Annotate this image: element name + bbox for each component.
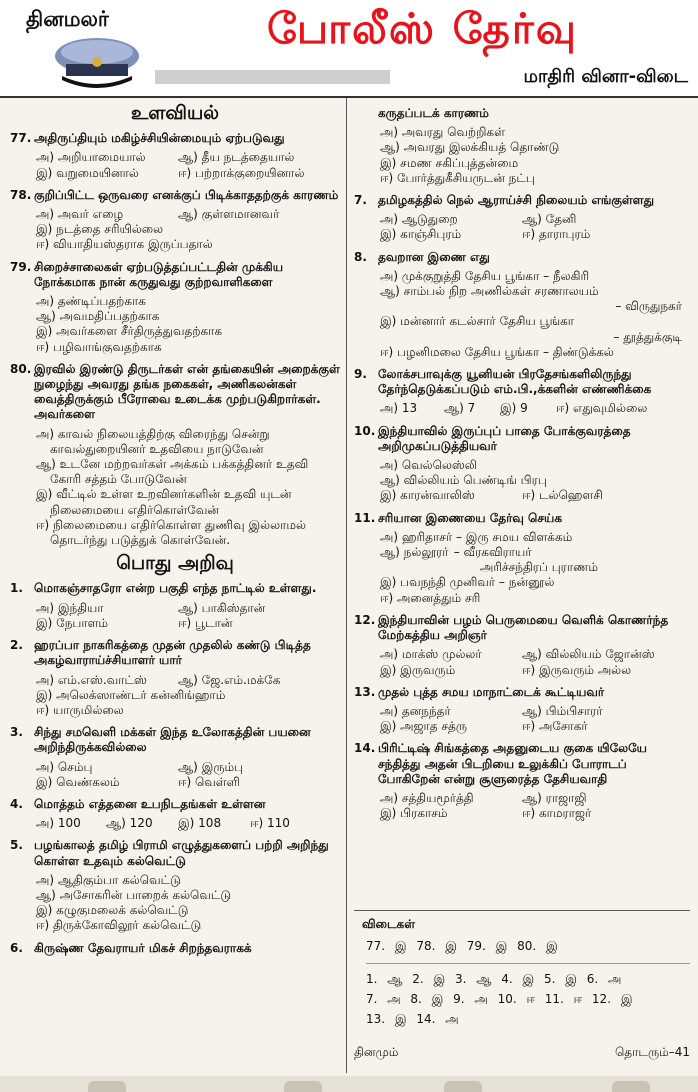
- question-6: [10, 941, 340, 956]
- question-12: [354, 613, 690, 678]
- logo-text: தினமலர்: [26, 6, 109, 31]
- answers-line: 1. ஆ 2. இ 3. ஆ 4. இ 5. இ 6. அ: [366, 972, 622, 986]
- option-d: ஈ) யாருமில்லை: [36, 702, 124, 717]
- question-3: [10, 725, 340, 790]
- option-b: ஆ) சாம்பல் நிற அணில்கள் சரணாலயம்: [380, 284, 599, 299]
- option-b: ஆ) அவமதிப்பதற்காக: [36, 309, 160, 324]
- option-d: ஈ) பற்றாக்குறையினால்: [178, 165, 305, 180]
- question-number: 78.: [10, 187, 32, 202]
- question-number: 5.: [10, 838, 23, 853]
- answers-box: [354, 910, 690, 1041]
- option-c: இ) வெண்கலம்: [36, 774, 120, 789]
- question-number: 12.: [354, 612, 376, 627]
- footer: [354, 1045, 690, 1061]
- question-text: கருதப்படக் காரணம்: [378, 106, 489, 120]
- option-d: ஈ) நிலைமையை எதிர்கொள்ள துணிவு இல்லாமல் தொடர்ந்து படுத்துக் கொள்வேன்.: [36, 517, 306, 548]
- question-10: [354, 424, 690, 504]
- option-b: ஆ) பிம்பிசாரர்: [522, 703, 603, 718]
- police-cap-icon: [52, 34, 142, 90]
- option-d: ஈ) பழிவாங்குவதற்காக: [36, 339, 162, 354]
- question-number: 11.: [354, 510, 376, 525]
- newspaper-logo: [18, 6, 148, 90]
- question-number: 6.: [10, 940, 23, 955]
- option-b: ஆ) தேனி: [522, 212, 577, 227]
- option-d: ஈ) வெள்ளி: [178, 774, 240, 789]
- option-c: இ) கழுகுமலைக் கல்வெட்டு: [36, 903, 189, 918]
- page-tab: [612, 1081, 650, 1092]
- question-text: இரவில் இரண்டு திருடர்கள் என் தங்கையின் அறைக்குள் நுழைந்து அவரது தங்க நகைகள், அணிகலன்கள் வைத்திருக்கும் பீரோவை உடைக்க முற்படுகிறார்கள். அவர்களை: [34, 361, 340, 422]
- option-a: அ) ஆடுதுறை: [380, 212, 458, 227]
- option-c: இ) பவநந்தி முனிவர் – நன்னூல்: [380, 575, 555, 590]
- question-text: சிந்து சமவெளி மக்கள் இந்த உலோகத்தின் பயனை அறிந்திருக்கவில்லை: [34, 725, 311, 755]
- option-b: ஆ) உடனே மற்றவர்கள் அக்கம் பக்கத்தினர் உதவி கோரி சத்தம் போடுவேன்: [36, 457, 309, 487]
- question-4: [10, 797, 340, 831]
- question-text: குறிப்பிட்ட ஒருவரை எனக்குப் பிடிக்காததற்குக் காரணம்: [34, 187, 339, 202]
- option-d: ஈ) டல்ஹௌசி: [522, 488, 603, 503]
- option-c: இ) சமண சகிப்புத்தன்மை: [380, 155, 519, 170]
- option-d: ஈ) எதுவுமில்லை: [556, 401, 648, 416]
- question-text: சிறைச்சாலைகள் ஏற்படுத்தப்பட்டதின் முக்கிய நோக்கமாக நான் கருதுவது குற்றவாளிகளை: [34, 259, 283, 289]
- question-number: 8.: [354, 249, 367, 264]
- option-c: இ) இருவரும்: [380, 662, 456, 677]
- option-a: அ) வெல்லெஸ்லி: [380, 458, 478, 473]
- header: [0, 0, 698, 98]
- option-b: ஆ) 7: [444, 401, 476, 416]
- option-c: இ) அஜாத சத்ரு: [380, 719, 467, 734]
- question-text: கிருஷ்ண தேவராயர் மிகச் சிறந்தவராகக்: [34, 940, 252, 955]
- option-d: ஈ) 110: [250, 816, 290, 831]
- page-subtitle: மாதிரி வினா-விடை: [523, 66, 688, 87]
- question-number: 77.: [10, 131, 32, 146]
- option-c: இ) பிரகாசம்: [380, 806, 448, 821]
- answers-line: 13. இ 14. அ: [366, 1012, 459, 1026]
- option-a: அ) ஆதிகும்பா கல்வெட்டு: [36, 872, 181, 887]
- option-d: ஈ) போர்த்துகீசியருடன் நட்பு: [380, 170, 535, 185]
- option-b: ஆ) தீய நடத்தையால்: [178, 150, 295, 165]
- question-80: [10, 362, 340, 548]
- option-a: அ) சத்தியமூர்த்தி: [380, 790, 474, 805]
- option-c: இ) நேபாளம்: [36, 615, 109, 630]
- option-c: இ) 9: [500, 401, 528, 416]
- option-a: அ) செம்பு: [36, 759, 93, 774]
- option-c: இ) மன்னார் கடல்சார் தேசிய பூங்கா: [380, 314, 575, 329]
- question-text: மொத்தம் எத்தனை உபநிடதங்கள் உள்ளன: [34, 796, 266, 811]
- option-d: ஈ) அனைத்தும் சரி: [380, 590, 481, 605]
- question-number: 10.: [354, 423, 376, 438]
- question-14: [354, 741, 690, 821]
- page-tab: [88, 1081, 126, 1092]
- option-a: அ) மாக்ஸ் முல்லர்: [380, 647, 482, 662]
- question-number: 9.: [354, 367, 367, 382]
- question-number: 4.: [10, 796, 23, 811]
- question-text: அதிருப்தியும் மகிழ்ச்சியின்மையும் ஏற்படுவது: [34, 131, 285, 146]
- option-b: ஆ) இரும்பு: [178, 759, 244, 774]
- question-78: [10, 188, 340, 253]
- question-text: தமிழகத்தில் நெல் ஆராய்ச்சி நிலையம் எங்குள்ளது: [378, 193, 654, 208]
- question-13: [354, 685, 690, 735]
- option-a: அ) அறியாமையால்: [36, 150, 146, 165]
- page-title: போலீஸ் தேர்வு: [267, 4, 578, 53]
- question-text: இந்தியாவின் பழம் பெருமையை வெளிக் கொணர்ந்த மேற்கத்திய அறிஞர்: [378, 612, 669, 643]
- question-77: [10, 131, 340, 181]
- option-a: அ) அவரது வெற்றிகள்: [380, 125, 505, 140]
- option-b: ஆ) வில்லியம் ஜோன்ஸ்: [522, 647, 655, 662]
- option-b: ஆ) பாகிஸ்தான்: [178, 600, 266, 615]
- option-c: இ) வீட்டில் உள்ள உறவினர்களின் உதவி யுடன் நிலைமையை எதிர்கொள்வேன்: [36, 487, 292, 517]
- option-a: அ) ஹரிதாசர் – இரு சமய விளக்கம்: [380, 529, 573, 544]
- question-7: [354, 193, 690, 243]
- option-d: ஈ) பூடான்: [178, 615, 233, 630]
- option-d: ஈ) தாராபுரம்: [522, 227, 591, 242]
- option-b: ஆ) அசோகரின் பாறைக் கல்வெட்டு: [36, 887, 232, 902]
- option-d: ஈ) பழனிமலை தேசிய பூங்கா – திண்டுக்கல்: [380, 344, 614, 359]
- subtitle-bar: [155, 70, 390, 84]
- page-tab: [284, 1081, 322, 1092]
- answers-title: விடைகள்: [362, 917, 416, 931]
- question-1: [10, 581, 340, 631]
- question-text: மொகஞ்சாதரோ என்ற பகுதி எந்த நாட்டில் உள்ளது.: [34, 581, 317, 596]
- column-divider: [346, 98, 347, 1073]
- question-number: 2.: [10, 638, 23, 653]
- question-number: 13.: [354, 684, 376, 699]
- question-11: [354, 511, 690, 606]
- answers-line: 77. இ 78. இ 79. இ 80. இ: [366, 939, 690, 964]
- question-number: 3.: [10, 725, 23, 740]
- answers-line: 7. அ 8. இ 9. அ 10. ஈ 11. ஈ 12. இ: [366, 992, 633, 1006]
- section-heading: பொது அறிவு: [116, 552, 234, 575]
- option-a: அ) அவர் எழை: [36, 207, 124, 222]
- option-d: ஈ) காமராஜர்: [522, 806, 592, 821]
- question-text: பழங்காலத் தமிழ் பிராமி எழுத்துகளைப் பற்றி அறிந்து கொள்ள உதவும் கல்வெட்டு: [34, 838, 329, 868]
- option-c: இ) வறுமையினால்: [36, 165, 139, 180]
- option-b-work: அரிச்சந்திரப் புராணம்: [480, 560, 599, 575]
- question-number: 80.: [10, 361, 32, 376]
- right-column: [354, 98, 690, 902]
- footer-left: தினமும்: [354, 1045, 399, 1059]
- question-8: [354, 250, 690, 360]
- option-a: அ) 13: [380, 401, 418, 416]
- option-c: இ) அவர்களை சீர்திருத்துவதற்காக: [36, 324, 223, 339]
- option-a: அ) தனநந்தர்: [380, 703, 451, 718]
- option-a: அ) எம்.எஸ்.வாட்ஸ்: [36, 672, 147, 687]
- question-79: [10, 260, 340, 355]
- option-c-place: – தூத்துக்குடி: [613, 329, 682, 344]
- question-5: [10, 838, 340, 933]
- option-d: ஈ) வியாதியஸ்தராக இருப்பதால்: [36, 237, 213, 252]
- option-b: ஆ) 120: [106, 816, 153, 831]
- option-d: ஈ) அசோகர்: [522, 719, 588, 734]
- question-9: [354, 367, 690, 417]
- question-number: 14.: [354, 741, 376, 756]
- option-b: ஆ) ராஜாஜி: [522, 790, 587, 805]
- question-text: ஹரப்பா நாகரிகத்தை முதன் முதலில் கண்டு பிடித்த அகழ்வாராய்ச்சியாளர் யார்: [34, 638, 311, 668]
- option-a: அ) 100: [36, 816, 81, 831]
- question-text: லோக்சபாவுக்கு யூனியன் பிரதேசங்களிலிருந்து தேர்ந்தெடுக்கப்படும் எம்.பி.,க்களின் எண்ணிக்கை: [378, 367, 652, 397]
- page-tab: [444, 1081, 482, 1092]
- question-2: [10, 638, 340, 718]
- question-text: தவறான இணை எது: [378, 249, 490, 264]
- question-text: பிரிட்டிஷ் சிங்கத்தை அதனுடைய குகை யிலேயே சந்தித்து அதன் பிடறியை உலுக்கிப் போராடப் போகிறேன் என்று சூளுரைத்த தேசியவாதி: [378, 741, 647, 786]
- section-heading: உளவியல்: [130, 102, 220, 124]
- footer-right: தொடரும்–41: [614, 1045, 690, 1059]
- option-c: இ) காரன்வாலிஸ்: [380, 488, 475, 503]
- option-a: அ) காவல் நிலையத்திற்கு விரைந்து சென்று காவல்துறையினர் உதவியை நாடுவேன்: [36, 426, 270, 456]
- question-number: 1.: [10, 581, 23, 596]
- question-6-continued: [354, 106, 690, 186]
- option-d: ஈ) இருவரும் அல்ல: [522, 662, 632, 677]
- option-b-place: – விருதுநகர்: [615, 299, 682, 314]
- question-number: 79.: [10, 259, 32, 274]
- option-c: இ) 108: [178, 816, 222, 831]
- left-column: [10, 98, 340, 1070]
- option-b: ஆ) அவரது இலக்கியத் தொண்டு: [380, 140, 560, 155]
- option-c: இ) நடத்தை சரியில்லை: [36, 222, 164, 237]
- option-b: ஆ) குள்ளமானவர்: [178, 207, 280, 222]
- option-c: இ) காஞ்சிபுரம்: [380, 227, 462, 242]
- question-text: முதல் புத்த சமய மாநாட்டைக் கூட்டியவர்: [378, 684, 605, 699]
- option-a: அ) முக்குறுத்தி தேசிய பூங்கா – நீலகிரி: [380, 268, 590, 283]
- question-text: இந்தியாவில் இருப்புப் பாதை போக்குவரத்தை அறிமுகப்படுத்தியவர்: [378, 423, 631, 453]
- question-number: 7.: [354, 193, 367, 208]
- option-b: ஆ) நல்லூரா் – வீரகவிராயர்: [380, 545, 532, 560]
- option-c: இ) அலெக்ஸாண்டர் கன்னிங்ஹாம்: [36, 687, 226, 702]
- option-a: அ) இந்தியா: [36, 600, 104, 615]
- option-b: ஆ) வில்லியம் பெண்டிங் பிரபு: [380, 473, 547, 488]
- option-b: ஆ) ஜே.எம்.மக்கே: [178, 672, 281, 687]
- option-a: அ) தண்டிப்பதற்காக: [36, 294, 146, 309]
- question-text: சரியான இணையை தேர்வு செய்க: [378, 510, 562, 525]
- option-d: ஈ) திருக்கோவிலூர் கல்வெட்டு: [36, 918, 202, 933]
